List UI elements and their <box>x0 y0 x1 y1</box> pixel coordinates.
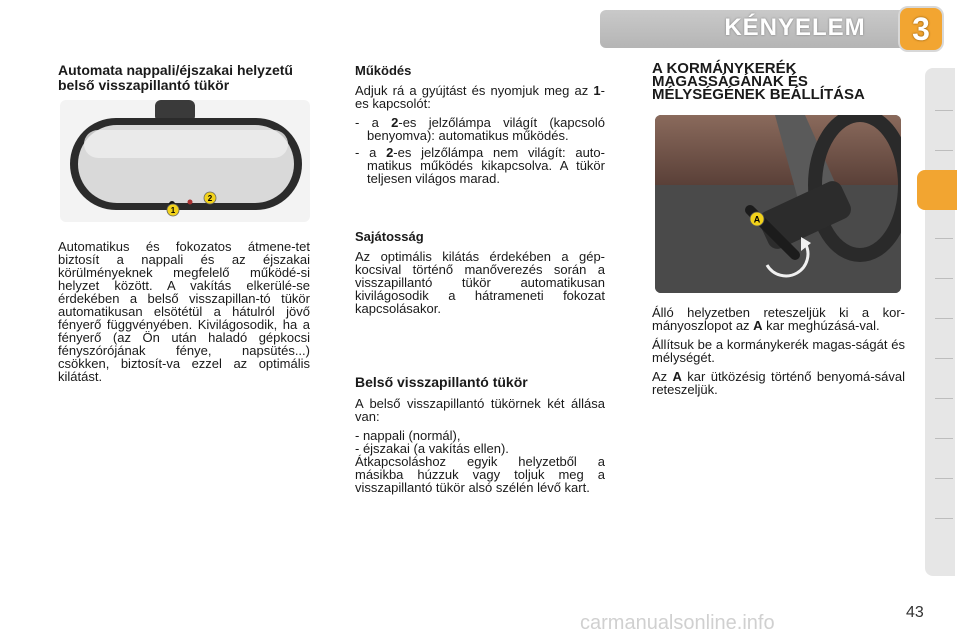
section-title-belso-tukor: Belső visszapillantó tükör <box>355 374 528 390</box>
tab-divider <box>935 278 953 279</box>
bullet-prefix: - a <box>355 115 392 130</box>
section-title-steering-line1: A KORMÁNYKERÉK <box>652 60 797 77</box>
tab-divider <box>935 518 953 519</box>
callout-a: A <box>753 214 761 225</box>
auto-mirror-description: Automatikus és fokozatos átmene-tet biztosít a nappali és az éjszakai körülményeknek megfelelő működé-si helyzet között. A vakítás elkerülé-se érdekében a belső visszapillan-tó tükör automatikusan elsötétül a hátulról jövő fényerő függvényében. Kivilágosodik, ha a fényerő (az Ön után haladó gépkocsi fényszórójának fénye, napsütés...) csökken, biztosít-va ezzel az optimális kilátást. <box>58 239 310 384</box>
tab-divider <box>935 438 953 439</box>
belso-switching: Átkapcsoláshoz egyik helyzetből a másikba húzzuk vagy toljuk meg a visszapillantó tükör alsó szélén lévő kart. <box>355 454 605 495</box>
section-title-steering-line3: MÉLYSÉGÉNEK BEÁLLÍTÁSA <box>652 86 865 103</box>
instruction-text-end: kar meghúzásá-val. <box>762 318 880 333</box>
column-feature <box>355 230 605 321</box>
section-title-sajatossag: Sajátosság <box>355 229 424 244</box>
bullet-prefix: - a <box>355 145 387 160</box>
instruction-text: Az <box>652 369 673 384</box>
bullet-ref: 2 <box>386 145 394 160</box>
belso-position-night: - éjszakai (a vakítás ellen). <box>355 441 509 456</box>
belso-intro: A belső visszapillantó tükörnek két állása van: <box>355 396 605 424</box>
lever-ref: A <box>753 318 763 333</box>
tab-divider <box>935 150 953 151</box>
active-chapter-tab[interactable] <box>917 170 957 210</box>
chapter-tab-strip <box>925 68 955 576</box>
mirror-photo <box>60 100 310 222</box>
steering-illustration <box>655 115 901 293</box>
tab-divider <box>935 318 953 319</box>
indicator-2 <box>188 200 193 205</box>
lever-ref: A <box>672 369 682 384</box>
steering-unlock-instruction <box>652 306 905 332</box>
section-title-steering-line2: MAGASSÁGÁNAK ÉS <box>652 73 808 90</box>
tab-divider <box>935 398 953 399</box>
steering-column-photo <box>655 115 901 293</box>
bullet-text: -es jelzőlámpa világít (kapcsoló benyomva): automatikus működés. <box>367 115 605 143</box>
column-mirror-body <box>58 240 310 389</box>
column-mirror-auto <box>58 63 310 93</box>
callout-1: 1 <box>170 206 176 215</box>
belso-position-day: - nappali (normál), <box>355 428 461 443</box>
tab-divider <box>935 110 953 111</box>
mukodes-intro-text: Adjuk rá a gyújtást és nyomjuk meg az <box>355 83 594 98</box>
section-title-auto-mirror: Automata nappali/éjszakai helyzetű belső visszapillantó tükör <box>58 62 293 93</box>
watermark: carmanualsonline.info <box>580 612 775 634</box>
column-operation <box>355 64 605 189</box>
chapter-badge: 3 <box>898 6 944 52</box>
column-steering <box>652 62 902 101</box>
bullet-ref: 2 <box>391 115 399 130</box>
tab-divider <box>935 358 953 359</box>
sajatossag-description: Az optimális kilátás érdekében a gép-kocsival történő manőverezés során a visszapillantó tükör automatikusan kivilágosodik a hátrameneti fokozat kapcsolásakor. <box>355 249 605 316</box>
column-inner-mirror <box>355 376 605 500</box>
bullet-text: -es jelzőlámpa nem világít: auto-matikus működés kikapcsolva. A tükör teljesen világos marad. <box>367 145 605 186</box>
tab-divider <box>935 238 953 239</box>
mukodes-intro-ref: 1 <box>593 83 601 98</box>
section-title-mukodes: Működés <box>355 63 412 78</box>
mukodes-intro-text-end: -es kapcsolót: <box>355 83 605 111</box>
column-steering-body <box>652 306 905 402</box>
instruction-text: Álló helyzetben reteszeljük ki a kor-mányoszlopot az <box>652 305 905 333</box>
page-number: 43 <box>906 604 924 621</box>
mukodes-intro <box>355 84 605 110</box>
steering-lock-instruction <box>652 370 905 396</box>
callout-2: 2 <box>207 194 213 203</box>
mirror-illustration <box>60 100 310 222</box>
steering-adjust-instruction: Állítsuk be a kormánykerék magas-ságát és mélységét. <box>652 337 905 365</box>
page-title: KÉNYELEM <box>724 14 866 41</box>
mukodes-bullet-on <box>355 116 605 142</box>
mukodes-bullet-off <box>355 146 605 185</box>
tab-divider <box>935 478 953 479</box>
instruction-text-end: kar ütközésig történő benyomá-sával reteszeljük. <box>652 369 905 397</box>
